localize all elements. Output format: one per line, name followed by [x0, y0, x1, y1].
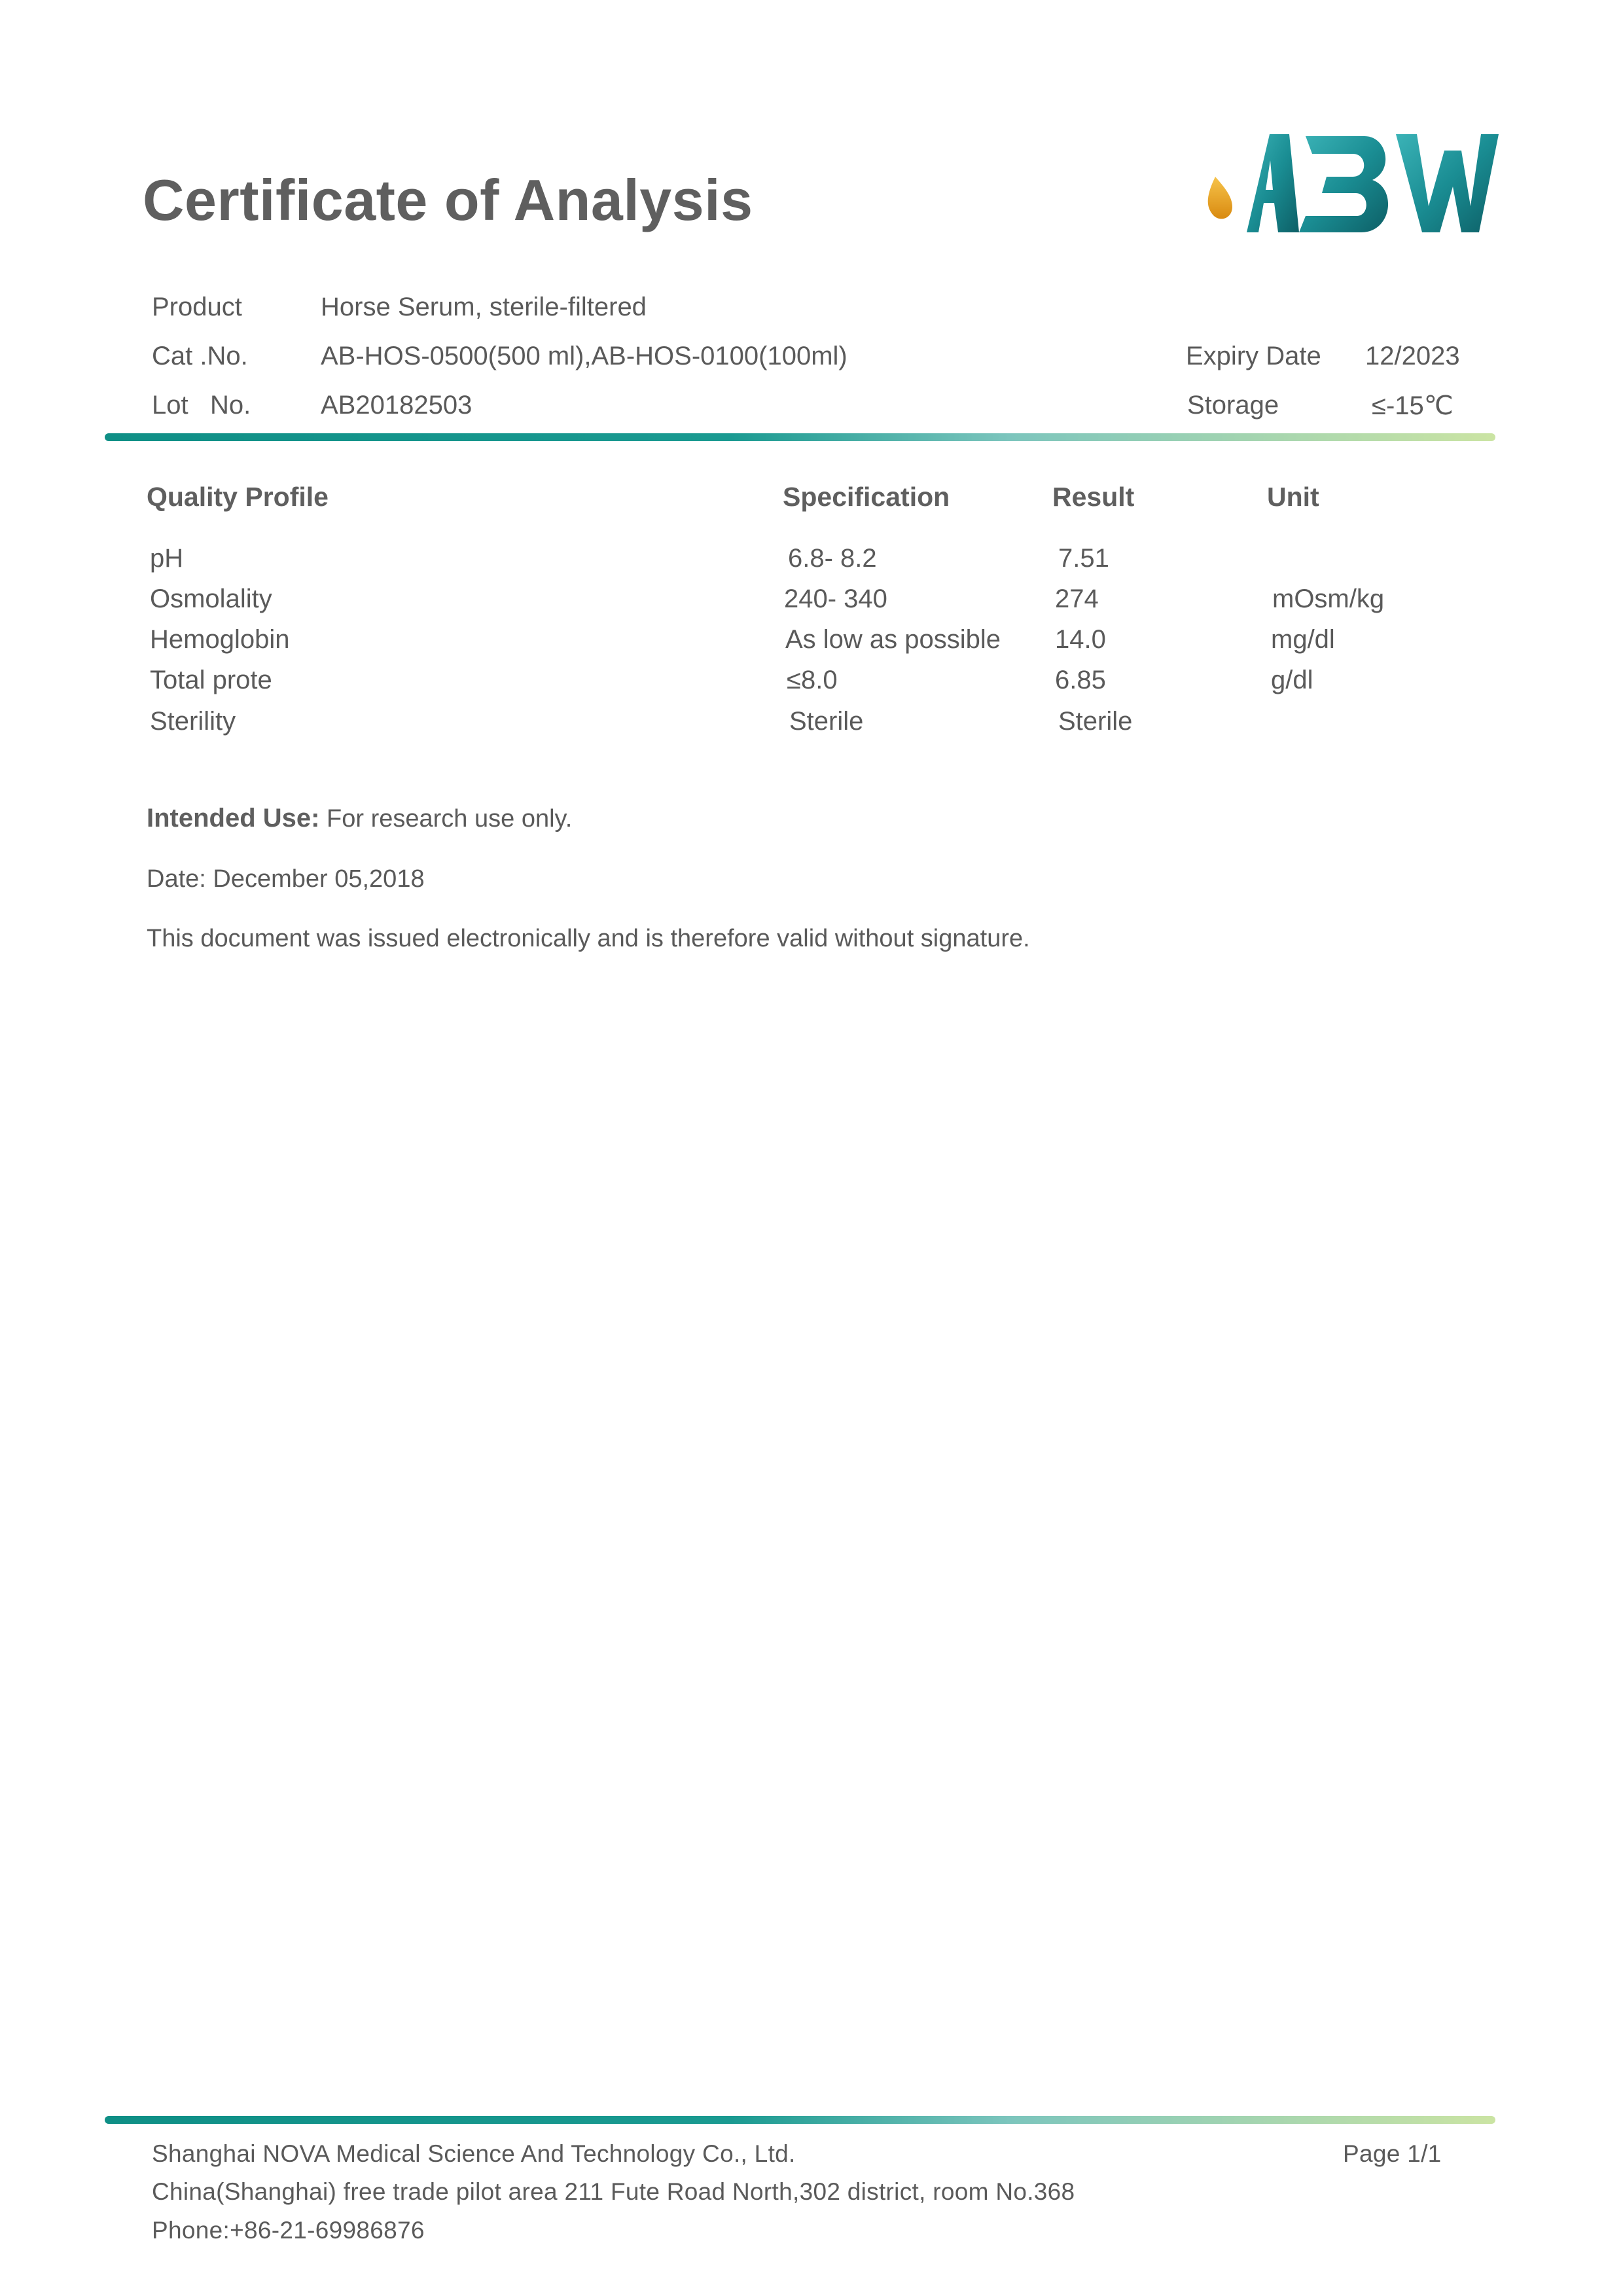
expiry-date-value: 12/2023 [1365, 342, 1460, 370]
footer-company: Shanghai NOVA Medical Science And Technology Co., Ltd. [152, 2140, 796, 2167]
table-row-osmolality-spec: 240- 340 [784, 584, 887, 613]
intended-use-value: For research use only. [319, 805, 573, 833]
table-row-hemoglobin-profile: Hemoglobin [150, 625, 290, 654]
table-row-hemoglobin-spec: As low as possible [785, 625, 1001, 654]
header-divider [105, 433, 1495, 441]
table-row-total-protein-result: 6.85 [1055, 666, 1106, 694]
table-row-hemoglobin-unit: mg/dl [1271, 625, 1335, 654]
cat-no-value: AB-HOS-0500(500 ml),AB-HOS-0100(100ml) [321, 342, 847, 370]
product-value: Horse Serum, sterile-filtered [321, 293, 647, 321]
product-label: Product [152, 293, 242, 321]
footer-divider [105, 2116, 1495, 2124]
lot-no-label: Lot No. [152, 391, 251, 420]
table-row-osmolality-result: 274 [1055, 584, 1099, 613]
col-header-result: Result [1052, 482, 1135, 512]
page-title: Certificate of Analysis [143, 168, 753, 232]
storage-label: Storage [1187, 391, 1279, 420]
intended-use [147, 804, 572, 833]
table-row-osmolality-profile: Osmolality [150, 584, 272, 613]
table-row-ph-result: 7.51 [1058, 544, 1109, 573]
table-row-sterility-profile: Sterility [150, 707, 236, 736]
storage-value: ≤-15℃ [1372, 391, 1454, 420]
col-header-quality-profile: Quality Profile [147, 482, 329, 512]
table-row-ph-spec: 6.8- 8.2 [788, 544, 877, 573]
table-row-sterility-spec: Sterile [789, 707, 864, 736]
company-logo [1201, 124, 1502, 242]
footer-address: China(Shanghai) free trade pilot area 211 Fute Road North,302 district, room No.368 [152, 2178, 1075, 2205]
table-row-sterility-result: Sterile [1058, 707, 1133, 736]
table-row-osmolality-unit: mOsm/kg [1272, 584, 1385, 613]
expiry-date-label: Expiry Date [1186, 342, 1321, 370]
col-header-specification: Specification [783, 482, 950, 512]
cat-no-label: Cat .No. [152, 342, 248, 370]
validity-note: This document was issued electronically and is therefore valid without signature. [147, 925, 1030, 952]
table-row-ph-profile: pH [150, 544, 184, 573]
intended-use-label: Intended Use: [147, 804, 320, 833]
footer-phone: Phone:+86-21-69986876 [152, 2217, 425, 2244]
lot-no-value: AB20182503 [321, 391, 473, 420]
table-row-total-protein-spec: ≤8.0 [787, 666, 838, 694]
issue-date: Date: December 05,2018 [147, 865, 425, 893]
table-row-hemoglobin-result: 14.0 [1055, 625, 1106, 654]
table-row-total-protein-profile: Total prote [150, 666, 272, 694]
footer-page-number: Page 1/1 [1343, 2140, 1442, 2167]
col-header-unit: Unit [1267, 482, 1319, 512]
table-row-total-protein-unit: g/dl [1271, 666, 1313, 694]
